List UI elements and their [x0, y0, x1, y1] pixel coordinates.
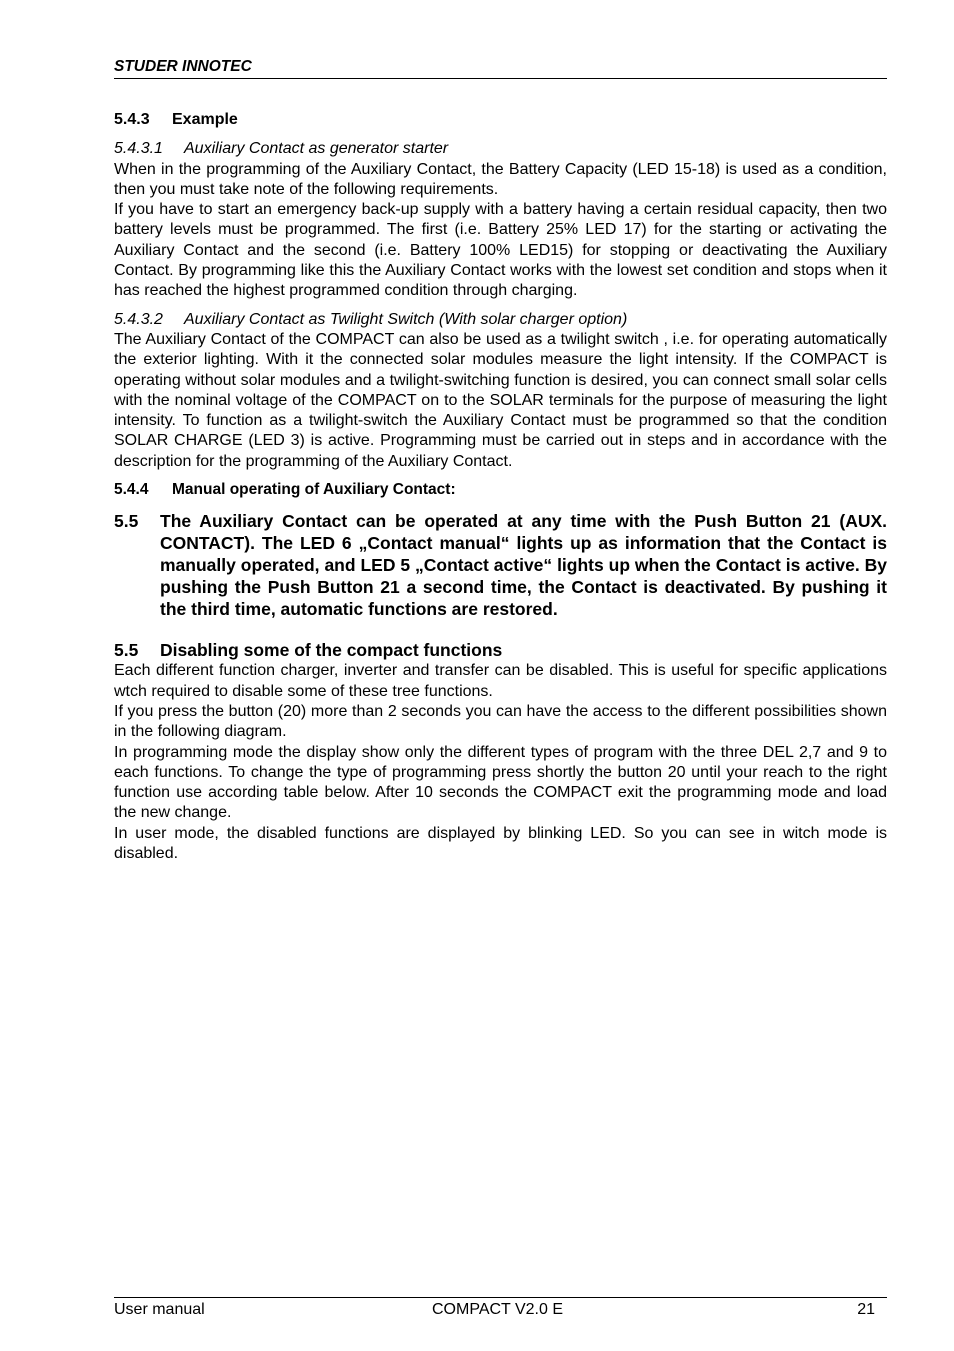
paragraph: If you press the button (20) more than 2 seconds you can have the access to the different possibilities shown in the following diagram. [114, 702, 887, 741]
section-title: Example [172, 111, 238, 128]
page-footer [114, 1297, 887, 1319]
paragraph: The Auxiliary Contact of the COMPACT can also be used as a twilight switch , i.e. for operating automatically the exterior lighting. With it the connected solar modules measure the light intensity. If the COMPACT is operating without solar modules and a twilight-switching function is desired, you can connect small solar cells with the nominal voltage of the COMPACT on to the SOLAR terminals for the purpose of measuring the light intensity. To function as a twilight-switch the Auxiliary Contact must be programmed so that the condition SOLAR CHARGE (LED 3) is active. Programming must be carried out in steps and in accordance with the description for the programming of the Auxiliary Contact. [114, 330, 887, 470]
section-heading-5-4-3-2 [114, 310, 887, 330]
section-heading-5-4-4 [114, 480, 887, 500]
section-heading-5-5 [114, 639, 887, 661]
section-title: Disabling some of the compact functions [160, 640, 503, 661]
page-number: 21 [857, 1301, 875, 1318]
section-5-5-manual-operation [114, 510, 887, 620]
paragraph: In user mode, the disabled functions are displayed by blinking LED. So you can see in witch mode is disabled. [114, 824, 887, 863]
company-name: STUDER INNOTEC [114, 58, 252, 75]
section-number: 5.4.3 [114, 111, 150, 128]
section-number: 5.5 [114, 640, 139, 661]
paragraph: Each different function charger, inverter and transfer can be disabled. This is useful for specific applications wtch required to disable some of these tree functions. [114, 662, 887, 700]
section-title: Auxiliary Contact as generator starter [184, 140, 449, 158]
section-heading-5-4-3-1 [114, 139, 887, 159]
section-number: 5.4.3.1 [114, 140, 163, 158]
paragraph: In programming mode the display show only the different types of program with the three DEL 2,7 and 9 to each functions. To change the type of programming press shortly the button 20 until your reach to the right function use according table below. After 10 seconds the COMPACT exit the programming mode and load the new change. [114, 743, 887, 822]
section-number: 5.5 [114, 511, 139, 532]
section-number: 5.4.3.2 [114, 310, 163, 328]
footer-left: User manual [114, 1301, 205, 1318]
section-title: Manual operating of Auxiliary Contact: [172, 481, 456, 499]
paragraph: If you have to start an emergency back-up supply with a battery having a certain residual capacity, then two battery levels must be programmed. The first (i.e. Battery 25% LED 17) for the starting or activating the Auxiliary Contact and the second (i.e. Battery 100% LED15) for stopping or deactivating the Auxiliary Contact. By programming like this the Auxiliary Contact works with the lowest set condition and stops when it has reached the highest programmed condition through charging. [114, 201, 887, 300]
paragraph: When in the programming of the Auxiliary Contact, the Battery Capacity (LED 15-18) is used as a condition, then you must take note of the following requirements. [114, 160, 887, 198]
page-content [114, 108, 887, 864]
section-heading-5-4-3 [114, 110, 887, 130]
section-text: The Auxiliary Contact can be operated at any time with the Push Button 21 (AUX. CONTACT). The LED 6 „Contact manual“ lights up as information that the Contact is manually operated, and LED 5 „Contact active“ lights up when the Contact is active. By pushing the Push Button 21 a second time, the Contact is deactivated. By pushing it the third time, automatic functions are restored. [160, 511, 887, 620]
section-number: 5.4.4 [114, 481, 149, 499]
footer-center: COMPACT V2.0 E [432, 1301, 563, 1318]
section-title: Auxiliary Contact as Twilight Switch (With solar charger option) [184, 310, 628, 328]
page-header [114, 58, 887, 79]
